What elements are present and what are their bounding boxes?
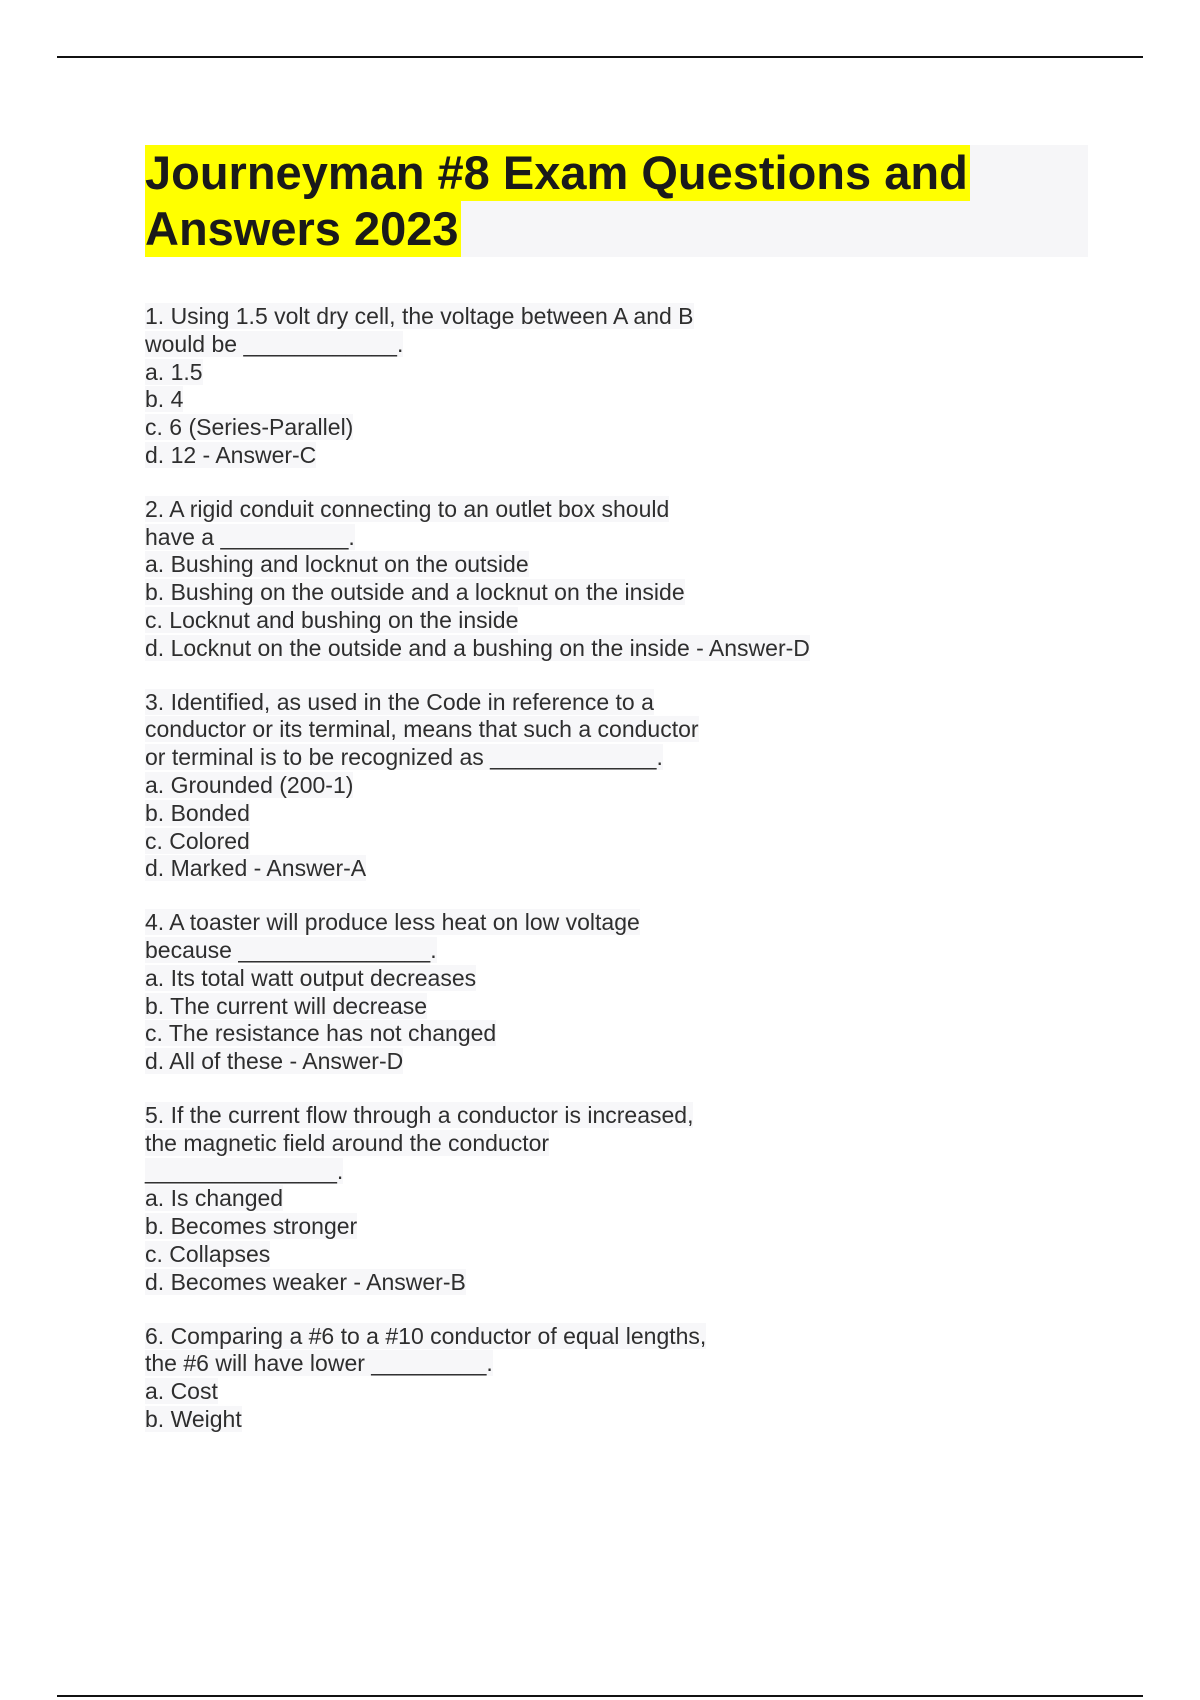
question-line (145, 1350, 1045, 1378)
question-line (145, 855, 1045, 883)
question-line (145, 1185, 1045, 1213)
question-line (145, 1269, 1045, 1297)
question-text: the #6 will have lower _________. (145, 1350, 493, 1377)
question-block (145, 909, 1045, 1076)
question-text: d. Locknut on the outside and a bushing on the inside - Answer-D (145, 634, 810, 661)
question-text: a. Grounded (200-1) (145, 771, 354, 798)
question-line (145, 331, 1045, 359)
question-line (145, 579, 1045, 607)
question-line (145, 993, 1045, 1021)
question-text: b. Bonded (145, 799, 250, 826)
question-text: c. Locknut and bushing on the inside (145, 606, 519, 633)
question-line (145, 1213, 1045, 1241)
question-text: a. Its total watt output decreases (145, 964, 477, 991)
question-text: b. Weight (145, 1405, 242, 1432)
question-text: a. 1.5 (145, 358, 203, 385)
question-line (145, 1130, 1045, 1158)
question-text: d. 12 - Answer-C (145, 441, 317, 468)
question-line (145, 1406, 1045, 1434)
question-line (145, 1020, 1045, 1048)
question-text: a. Cost (145, 1378, 218, 1405)
question-line (145, 1158, 1045, 1186)
question-text: _______________. (145, 1157, 344, 1184)
question-text: conductor or its terminal, means that such a conductor (145, 716, 699, 743)
question-text: b. The current will decrease (145, 992, 428, 1019)
question-line (145, 414, 1045, 442)
question-text: the magnetic field around the conductor (145, 1129, 550, 1156)
question-line (145, 1378, 1045, 1406)
title-block (145, 145, 1088, 257)
question-block (145, 496, 1045, 663)
question-line (145, 965, 1045, 993)
question-text: 1. Using 1.5 volt dry cell, the voltage between A and B (145, 303, 694, 329)
question-line (145, 524, 1045, 552)
question-line (145, 772, 1045, 800)
question-line (145, 442, 1045, 470)
question-line (145, 635, 1045, 663)
title-row-1 (145, 145, 1088, 201)
question-text: c. Collapses (145, 1240, 271, 1267)
question-text: or terminal is to be recognized as _____________. (145, 744, 663, 771)
question-line (145, 828, 1045, 856)
question-text: because _______________. (145, 936, 437, 963)
bottom-rule (57, 1695, 1143, 1697)
question-line (145, 1241, 1045, 1269)
question-stem (145, 689, 1045, 717)
question-line (145, 744, 1045, 772)
question-text: would be ____________. (145, 330, 404, 357)
question-stem (145, 1323, 1045, 1351)
question-line (145, 551, 1045, 579)
question-text: 2. A rigid conduit connecting to an outlet box should (145, 495, 670, 522)
question-text: d. Becomes weaker - Answer-B (145, 1268, 466, 1295)
question-stem (145, 303, 1045, 331)
question-block (145, 1323, 1045, 1434)
question-text: a. Is changed (145, 1185, 284, 1212)
question-text: 4. A toaster will produce less heat on low voltage (145, 909, 640, 936)
title-line-1: Journeyman #8 Exam Questions and (145, 146, 968, 199)
question-text: c. The resistance has not changed (145, 1020, 497, 1047)
question-block (145, 303, 1045, 470)
question-text: a. Bushing and locknut on the outside (145, 551, 529, 578)
question-line (145, 800, 1045, 828)
question-line (145, 716, 1045, 744)
question-text: 3. Identified, as used in the Code in reference to a (145, 688, 654, 715)
question-text: b. Bushing on the outside and a locknut on the inside (145, 579, 685, 606)
question-text: b. 4 (145, 386, 184, 413)
question-text: c. 6 (Series-Parallel) (145, 414, 354, 441)
question-stem (145, 496, 1045, 524)
question-line (145, 607, 1045, 635)
title-row-2 (145, 201, 1088, 257)
question-text: d. Marked - Answer-A (145, 855, 367, 882)
question-block (145, 689, 1045, 884)
question-line (145, 359, 1045, 387)
question-text: c. Colored (145, 827, 250, 854)
question-text: 6. Comparing a #6 to a #10 conductor of equal lengths, (145, 1322, 707, 1349)
question-line (145, 1048, 1045, 1076)
top-rule (57, 56, 1143, 58)
question-block (145, 1102, 1045, 1297)
question-text: d. All of these - Answer-D (145, 1048, 404, 1075)
question-text: have a __________. (145, 523, 355, 550)
question-text: b. Becomes stronger (145, 1213, 358, 1240)
question-stem (145, 1102, 1045, 1130)
question-stem (145, 909, 1045, 937)
question-line (145, 386, 1045, 414)
title-line-2: Answers 2023 (145, 202, 459, 255)
question-text: 5. If the current flow through a conductor is increased, (145, 1101, 694, 1128)
question-line (145, 937, 1045, 965)
question-list (145, 303, 1045, 1460)
